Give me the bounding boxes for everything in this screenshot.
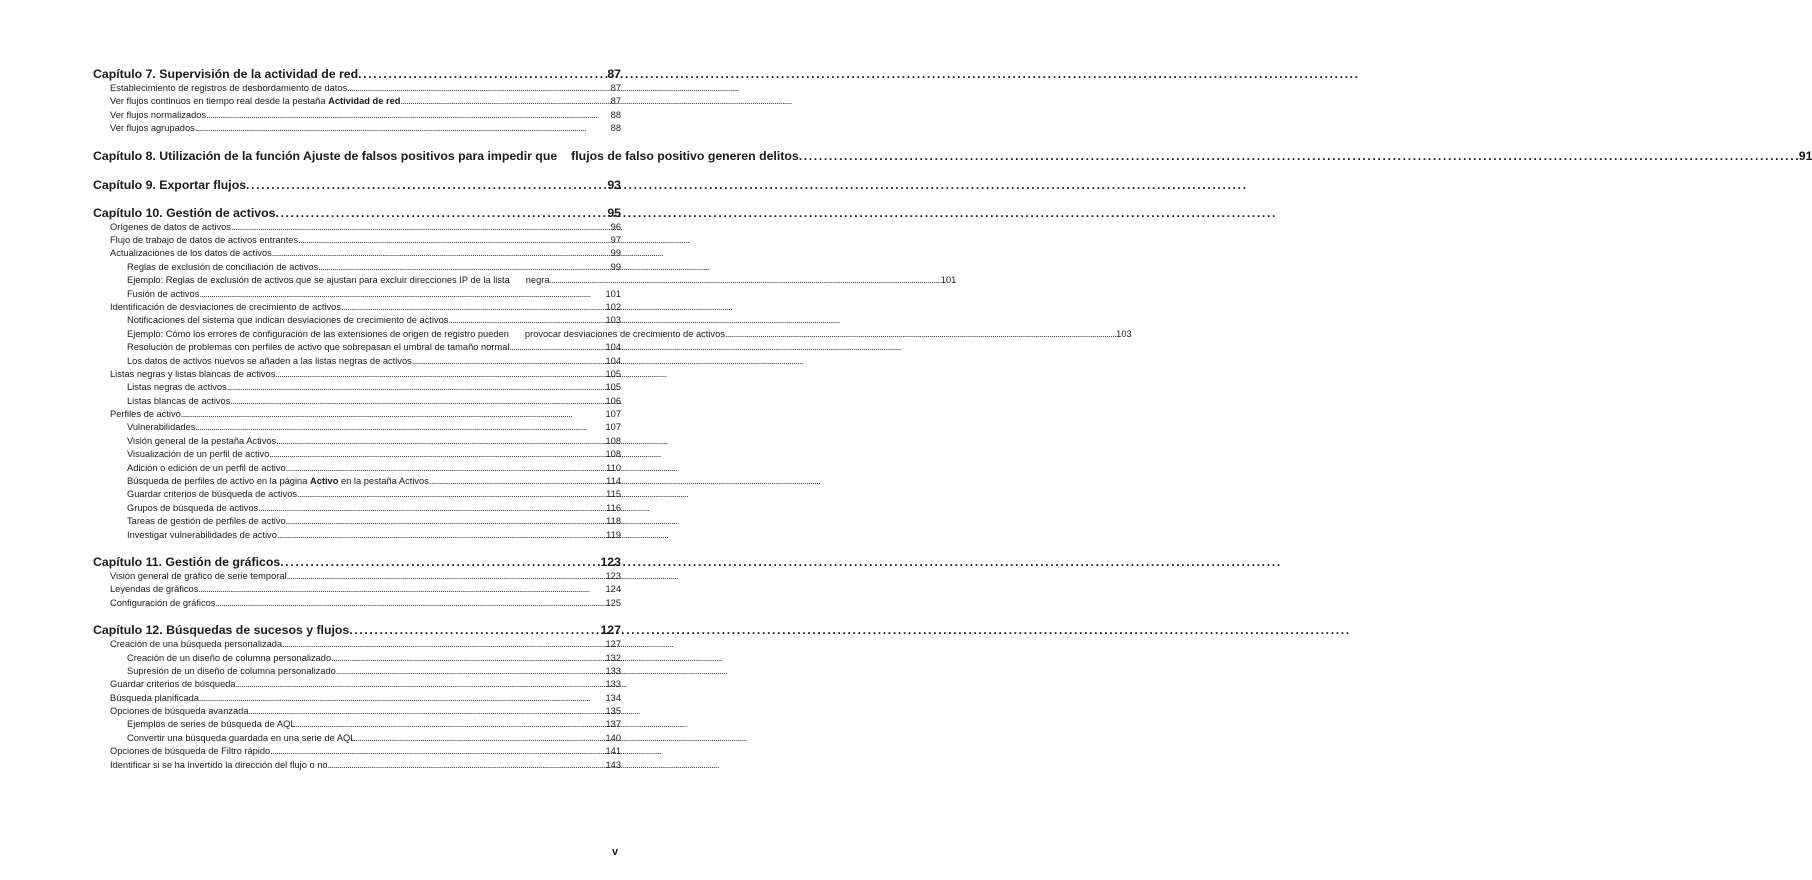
dot-leader (287, 570, 605, 583)
dot-leader (270, 745, 604, 758)
toc-subsection[interactable] (93, 502, 621, 515)
toc-page-number: 87 (610, 83, 621, 93)
toc-page-number: 93 (607, 177, 621, 192)
toc-subsection[interactable] (93, 341, 621, 354)
toc-entry-title: Ver flujos agrupados (110, 123, 195, 134)
dot-leader (275, 368, 604, 381)
dot-leader (246, 177, 606, 193)
toc-entry-title: Orígenes de datos de activos (110, 221, 231, 232)
toc-page-number: 88 (610, 123, 621, 134)
toc-entry-title: Listas negras de activos (127, 382, 227, 393)
toc-entry-title-continued: provocar desviaciones de crecimiento de activos (524, 328, 725, 339)
toc-page-number: 110 (606, 462, 621, 473)
dot-leader (269, 448, 604, 461)
dot-leader (231, 221, 610, 234)
toc-section[interactable] (93, 759, 621, 772)
toc-page-number: 116 (606, 502, 621, 513)
toc-subsection[interactable] (93, 718, 621, 731)
toc-entry-title: Ejemplo: Reglas de exclusión de activos que se ajustan para excluir direcciones IP de la lista (127, 275, 510, 286)
toc-page-number: 107 (605, 422, 621, 433)
dot-leader (286, 515, 606, 528)
toc-section[interactable] (93, 95, 621, 108)
toc-page-number: 135 (605, 706, 621, 717)
toc-section[interactable] (93, 301, 621, 314)
toc-subsection[interactable] (93, 381, 621, 394)
toc-page-number: 119 (606, 529, 621, 540)
toc-entry-title-continued: negra (525, 275, 550, 286)
dot-leader (725, 328, 1115, 341)
toc-entry-title: Ejemplos de series de búsqueda de AQL (127, 719, 296, 730)
toc-entry-title: Leyendas de gráficos (110, 584, 199, 595)
toc-entry-title: Visualización de un perfil de activo (127, 449, 270, 460)
toc-page-number: 132 (605, 652, 621, 663)
toc-page-number: 105 (605, 368, 621, 379)
dot-leader (195, 122, 610, 135)
toc-page-number: 118 (606, 516, 621, 527)
toc-entry-title: Visión general de la pestaña Activos (127, 435, 277, 446)
dot-leader (355, 732, 604, 745)
dot-leader (298, 234, 610, 247)
dot-leader (412, 355, 605, 368)
toc-entry-title: Adición o edición de un perfil de activo (127, 462, 286, 473)
dot-leader (509, 341, 604, 354)
toc-subsection[interactable] (93, 665, 621, 678)
toc-entry-title: Configuración de gráficos (110, 597, 216, 608)
dot-leader (277, 529, 605, 542)
dot-leader (286, 462, 606, 475)
toc-page-number: 95 (607, 205, 621, 220)
toc-page-number: 91 (1798, 148, 1812, 163)
toc-entry-title: Vulnerabilidades (127, 422, 196, 433)
toc-section[interactable] (93, 583, 621, 596)
toc-section[interactable] (93, 597, 621, 610)
dot-leader (249, 705, 605, 718)
dot-leader (429, 475, 605, 488)
dot-leader (181, 408, 605, 421)
toc-subsection[interactable] (93, 421, 621, 434)
toc-subsection[interactable] (93, 274, 957, 287)
dot-leader (199, 692, 605, 705)
toc-entry-title: Creación de un diseño de columna personalizado (127, 652, 332, 663)
toc-page-number: 103 (605, 315, 621, 326)
toc-page-number: 127 (605, 639, 621, 650)
toc-entry-title: Convertir una búsqueda guardada en una serie de AQL (127, 732, 356, 743)
toc-entry-title: Listas blancas de activos (127, 395, 231, 406)
dot-leader (227, 381, 605, 394)
toc-section[interactable] (93, 678, 621, 691)
toc-subsection[interactable] (93, 488, 621, 501)
dot-leader (198, 583, 604, 596)
toc-page-number: 115 (606, 489, 621, 500)
toc-section[interactable] (93, 692, 621, 705)
dot-leader (358, 66, 606, 82)
toc-page-number: 108 (605, 435, 621, 446)
toc-page-number: 108 (605, 449, 621, 460)
toc-section[interactable] (93, 368, 621, 381)
toc-subsection[interactable] (93, 515, 621, 528)
dot-leader (296, 718, 605, 731)
toc-entry-title: Listas negras y listas blancas de activos (110, 368, 276, 379)
toc-subsection[interactable] (93, 652, 621, 665)
dot-leader (328, 759, 605, 772)
toc-subsection[interactable] (93, 314, 621, 327)
dot-leader (282, 638, 604, 651)
toc-subsection[interactable] (93, 288, 621, 301)
toc-page-number: 106 (605, 395, 621, 406)
dot-leader (276, 435, 604, 448)
toc-entry-title: Visión general de gráfico de serie temporal (110, 570, 287, 581)
toc-page-number: 97 (610, 234, 621, 245)
toc-entry-title: Creación de una búsqueda personalizada (110, 639, 283, 650)
toc-entry-title: Supresión de un diseño de columna personalizado (127, 665, 336, 676)
toc-entry-title: Flujo de trabajo de datos de activos entrantes (110, 234, 299, 245)
toc-page-number: 123 (605, 570, 621, 581)
toc-chapter[interactable] (93, 177, 621, 193)
toc-page-number: 137 (605, 719, 621, 730)
toc-subsection[interactable] (93, 435, 621, 448)
toc-subsection[interactable] (93, 395, 621, 408)
toc-page-number: 123 (600, 554, 621, 569)
toc-entry-title: Identificar si se ha invertido la dirección del flujo o no (110, 759, 328, 770)
toc-chapter[interactable] (93, 66, 621, 82)
dot-leader (272, 247, 610, 260)
dot-leader (206, 109, 610, 122)
toc-chapter[interactable] (93, 148, 1812, 165)
toc-page-number: 125 (605, 597, 621, 608)
toc-page-number: 87 (607, 67, 621, 81)
toc-subsection[interactable] (93, 475, 621, 488)
dot-leader (349, 622, 599, 638)
toc-chapter[interactable] (93, 205, 621, 221)
toc-page-number: 114 (606, 476, 621, 487)
toc-page-number: 104 (605, 355, 621, 366)
toc-entry-title: Tareas de gestión de perfiles de activo (127, 516, 286, 527)
dot-leader (331, 652, 604, 665)
table-of-contents (93, 66, 1812, 772)
toc-entry-title: Los datos de activos nuevos se añaden a las listas negras de activos (127, 355, 412, 366)
toc-section[interactable] (93, 247, 621, 260)
toc-entry-title: Búsqueda de perfiles de activo en la página Activo en la pestaña Activos (127, 476, 429, 487)
toc-subsection[interactable] (93, 355, 621, 368)
toc-page-number: 133 (605, 679, 621, 690)
toc-section[interactable] (93, 82, 621, 95)
toc-section[interactable] (93, 638, 621, 651)
toc-entry-title: Establecimiento de registros de desbordamiento de datos (110, 83, 348, 93)
toc-page-number: 124 (605, 584, 621, 595)
toc-section[interactable] (93, 234, 621, 247)
toc-entry-title: Guardar criterios de búsqueda (110, 679, 236, 690)
toc-section[interactable] (93, 122, 621, 135)
toc-entry-title: Capítulo 11. Gestión de gráficos (93, 554, 281, 569)
toc-page-number: 104 (605, 342, 621, 353)
dot-leader (195, 421, 604, 434)
dot-leader (236, 678, 605, 691)
toc-entry-title: Capítulo 9. Exportar flujos (93, 177, 247, 192)
toc-entry-title: Opciones de búsqueda avanzada (110, 706, 249, 717)
toc-entry-title: Opciones de búsqueda de Filtro rápido (110, 746, 271, 757)
toc-page-number: 103 (1116, 328, 1132, 339)
dot-leader (550, 274, 940, 287)
toc-entry-title: Capítulo 8. Utilización de la función Ajuste de falsos positivos para impedir que (93, 148, 558, 163)
toc-subsection[interactable] (93, 328, 1132, 341)
toc-page-number: 143 (605, 759, 621, 770)
toc-entry-title: Grupos de búsqueda de activos (127, 502, 259, 513)
toc-subsection[interactable] (93, 462, 621, 475)
toc-entry-title: Capítulo 7. Supervisión de la actividad de red (93, 67, 359, 81)
toc-page-number: 99 (610, 261, 621, 272)
dot-leader (215, 597, 604, 610)
dot-leader (347, 82, 609, 95)
toc-page-number: 102 (605, 301, 621, 312)
toc-subsection[interactable] (93, 529, 621, 542)
toc-entry-title: Capítulo 10. Gestión de activos (93, 205, 276, 220)
page-number: v (612, 846, 619, 858)
toc-page-number: 107 (605, 409, 621, 420)
toc-page-number: 141 (605, 746, 621, 757)
toc-subsection[interactable] (93, 732, 621, 745)
dot-leader (280, 554, 599, 570)
toc-entry-title: Ver flujos normalizados (110, 109, 207, 120)
toc-entry-title: Búsqueda planificada (110, 692, 199, 703)
toc-section[interactable] (93, 221, 621, 234)
dot-leader (448, 314, 604, 327)
toc-entry-title: Investigar vulnerabilidades de activo (127, 529, 277, 540)
toc-chapter[interactable] (93, 622, 621, 638)
toc-section[interactable] (93, 570, 621, 583)
toc-entry-title: Reglas de exclusión de conciliación de activos (127, 261, 319, 272)
toc-page-number: 101 (605, 288, 621, 299)
toc-entry-title: Fusión de activos (127, 288, 200, 299)
toc-page-number: 88 (610, 109, 621, 120)
toc-section[interactable] (93, 745, 621, 758)
dot-leader (258, 502, 605, 515)
toc-entry-title: Ejemplo: Cómo los errores de configuración de las extensiones de origen de registro pueden (127, 328, 509, 339)
toc-page-number: 96 (610, 221, 621, 232)
toc-entry-title: Perfiles de activo (110, 409, 181, 420)
toc-page-number: 133 (605, 665, 621, 676)
dot-leader (336, 665, 605, 678)
toc-subsection[interactable] (93, 261, 621, 274)
toc-page-number: 101 (940, 275, 957, 286)
toc-page-number: 99 (610, 248, 621, 259)
toc-entry-title: Resolución de problemas con perfiles de activo que sobrepasan el umbral de tamaño normal (127, 342, 510, 353)
dot-leader (199, 288, 604, 301)
dot-leader (230, 395, 604, 408)
toc-section[interactable] (93, 109, 621, 122)
dot-leader (275, 205, 606, 221)
dot-leader (297, 488, 605, 501)
toc-entry-title: Identificación de desviaciones de crecimiento de activos (110, 301, 342, 312)
toc-chapter[interactable] (93, 554, 621, 570)
toc-section[interactable] (93, 408, 621, 421)
toc-page-number: 87 (610, 96, 621, 107)
toc-entry-title: Notificaciones del sistema que indican desviaciones de crecimiento de activos (127, 315, 449, 326)
toc-page-number: 140 (605, 732, 621, 743)
toc-subsection[interactable] (93, 448, 621, 461)
dot-leader (799, 148, 1798, 165)
toc-section[interactable] (93, 705, 621, 718)
toc-entry-title: Ver flujos continuos en tiempo real desde la pestaña Actividad de red (110, 96, 401, 107)
dot-leader (341, 301, 604, 314)
dot-leader (400, 95, 609, 108)
toc-entry-title: Guardar criterios de búsqueda de activos (127, 489, 298, 500)
toc-entry-title: Capítulo 12. Búsquedas de sucesos y flujos (93, 623, 350, 638)
toc-page-number: 105 (605, 382, 621, 393)
dot-leader (318, 261, 609, 274)
toc-page-number: 134 (605, 692, 621, 703)
toc-page-number: 127 (600, 623, 621, 638)
toc-entry-title-continued: flujos de falso positivo generen delitos (571, 148, 799, 163)
toc-entry-title: Actualizaciones de los datos de activos (110, 248, 272, 259)
